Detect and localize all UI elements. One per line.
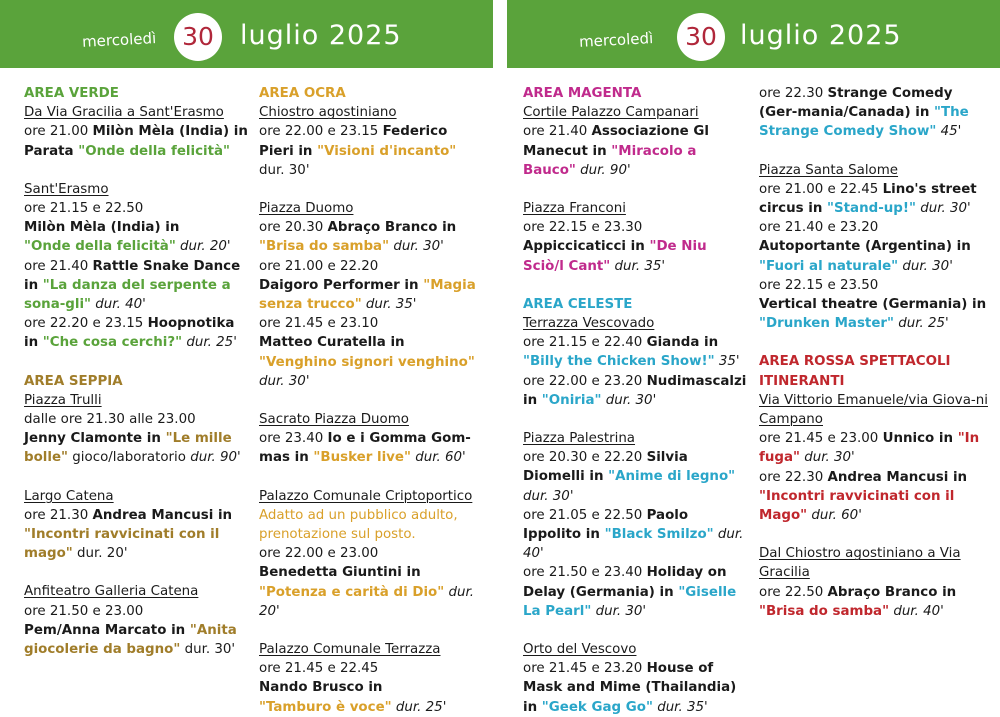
performer: Hoopnotika in <box>24 316 235 351</box>
duration: dur. 30' <box>259 162 310 178</box>
duration: dur. 40' <box>91 297 146 313</box>
day-number-badge: 30 <box>677 13 725 61</box>
performer: Andrea Mancusi in <box>827 469 968 485</box>
event-time: ore 22.30 <box>759 469 828 485</box>
program-column-1 <box>24 84 249 659</box>
duration: dur. 60' <box>410 450 466 466</box>
event-entry <box>24 314 249 352</box>
event-entry <box>759 84 993 142</box>
performer: Milòn Mèla (India) in Parata <box>24 124 248 159</box>
venue-title: Anfiteatro Galleria Catena <box>24 584 199 600</box>
event-time: ore 21.00 e 22.20 <box>259 258 379 274</box>
event-entry <box>759 237 993 275</box>
event-entry <box>24 122 249 160</box>
area-rossa-heading: AREA ROSSA SPETTACOLI ITINERANTI <box>759 354 951 389</box>
event-time: ore 22.50 <box>759 584 828 600</box>
performer: Gianda in <box>646 335 719 351</box>
event-entry <box>523 506 749 564</box>
event-entry <box>24 506 249 564</box>
event-entry <box>259 563 484 621</box>
event-entry <box>759 429 993 467</box>
area-magenta-heading: AREA MAGENTA <box>523 86 642 101</box>
venue-title: Da Via Gracilia a Sant'Erasmo <box>24 105 224 121</box>
venue-title: Sacrato Piazza Duomo <box>259 412 409 428</box>
venue-title: Palazzo Comunale Criptoportico <box>259 488 473 504</box>
show-title: "Venghino signori venghino" <box>259 354 475 370</box>
venue-title: Cortile Palazzo Campanari <box>523 105 699 121</box>
show-title: "Black Smilzo" <box>604 527 714 543</box>
performer: Benedetta Giuntini in <box>259 565 421 581</box>
duration: dur. 20' <box>175 239 231 255</box>
venue-title: Sant'Erasmo <box>24 181 109 197</box>
duration: dur. 35' <box>652 699 708 715</box>
duration: dur. 35' <box>361 297 417 313</box>
event-time: ore 23.40 <box>259 431 328 447</box>
venue-title: Piazza Santa Salome <box>759 162 899 178</box>
duration: dur. 30' <box>389 239 444 255</box>
event-time: ore 21.45 e 23.10 <box>259 316 379 332</box>
performer: Vertical theatre (Germania) in <box>759 297 987 313</box>
event-entry <box>259 698 484 717</box>
duration: dur. 25' <box>391 699 447 715</box>
performer: Appiccicaticci in <box>523 239 650 255</box>
show-title: "Onde della felicità" <box>78 143 231 159</box>
venue-title: Terrazza Vescovado <box>523 316 655 332</box>
area-celeste-heading: AREA CELESTE <box>523 296 633 312</box>
show-title: "Geek Gag Go" <box>541 699 653 715</box>
show-title: "Le mille bolle" <box>24 431 232 466</box>
performer: Holiday on Delay (Germania) in <box>523 565 727 600</box>
show-title: "Anita giocolerie da bagno" <box>24 622 237 658</box>
venue-title: Dal Chiostro agostiniano a Via Gracilia <box>759 546 961 581</box>
venue-title: Via Vittorio Emanuele/via Giova-ni Campano <box>759 392 988 428</box>
event-time: dalle ore 21.30 alle 23.00 <box>24 412 196 428</box>
event-entry <box>523 122 749 180</box>
duration: dur. 20' <box>72 546 128 562</box>
duration: 45' <box>936 124 962 140</box>
event-entry <box>759 583 993 621</box>
event-time: ore 21.00 <box>24 124 93 140</box>
event-entry <box>759 295 993 333</box>
program-column-3 <box>523 84 749 717</box>
duration: 35' <box>714 354 740 370</box>
event-time: ore 22.00 e 23.20 <box>523 373 647 389</box>
duration: dur. 30' <box>601 392 657 408</box>
event-time: ore 20.30 e 22.20 <box>523 450 647 466</box>
performer: Autoportante (Argentina) in <box>759 239 971 255</box>
event-entry <box>259 122 484 180</box>
event-entry <box>259 276 484 314</box>
event-time: ore 22.30 <box>759 86 828 101</box>
duration: dur. 35' <box>610 258 666 274</box>
duration: dur. 30' <box>523 488 574 504</box>
performer: Associazione Gl Manecut in <box>523 124 710 159</box>
event-entry <box>523 448 749 506</box>
event-time: ore 21.30 <box>24 507 93 523</box>
date-banner-right <box>507 0 1000 68</box>
event-note: gioco/laboratorio <box>68 450 186 466</box>
event-time: ore 21.45 e 23.20 <box>523 661 647 677</box>
performer: Federico Pieri in <box>259 124 448 159</box>
event-entry <box>523 563 749 621</box>
event-entry <box>523 218 749 276</box>
event-time: ore 22.15 e 23.50 <box>759 277 879 293</box>
venue-title: Piazza Trulli <box>24 392 102 408</box>
event-entry <box>523 372 749 410</box>
duration: dur. 60' <box>807 508 862 524</box>
program-column-2 <box>259 84 484 717</box>
date-banner-left <box>0 0 493 68</box>
day-number-badge: 30 <box>174 13 222 61</box>
show-title: "Incontri ravvicinati con il mago" <box>24 527 220 562</box>
show-title: "In fuga" <box>759 431 980 466</box>
duration: dur. 30' <box>915 201 971 217</box>
event-entry <box>24 429 249 467</box>
venue-title: Largo Catena <box>24 488 114 504</box>
event-time: ore 21.50 e 23.00 <box>24 603 144 619</box>
performer: Pem/Anna Marcato in <box>24 622 190 638</box>
month-year-label: luglio 2025 <box>240 20 402 51</box>
show-title: "Incontri ravvicinati con il Mago" <box>759 488 955 524</box>
event-time: ore 20.30 <box>259 220 328 236</box>
weekday-label: mercoledì <box>578 29 654 51</box>
event-time: ore 21.40 <box>523 124 592 140</box>
venue-title: Piazza Duomo <box>259 201 354 217</box>
venue-title: Palazzo Comunale Terrazza <box>259 642 441 658</box>
event-time: ore 21.40 e 23.20 <box>759 220 879 236</box>
show-title: "Brisa do samba" <box>759 603 890 619</box>
event-entry <box>259 429 484 467</box>
event-time: ore 21.15 e 22.40 <box>523 335 647 351</box>
event-entry <box>523 659 749 717</box>
performer: House of Mask and Mime (Thailandia) in <box>523 661 737 715</box>
show-title: "Magia senza trucco" <box>259 277 476 313</box>
event-time: ore 21.05 e 22.50 <box>523 507 647 523</box>
show-title: "Potenza e carità di Dio" <box>259 584 445 600</box>
performer: Io e i Gomma Gom-mas in <box>259 431 471 466</box>
venue-title: Piazza Palestrina <box>523 431 636 447</box>
performer: Strange Comedy (Ger-mania/Canada) in <box>759 86 953 121</box>
event-entry <box>24 237 249 256</box>
duration: dur. 90' <box>575 162 631 178</box>
performer: Paolo Ippolito in <box>523 507 689 543</box>
show-title: "Che cosa cerchi?" <box>42 335 183 351</box>
venue-title: Orto del Vescovo <box>523 642 637 658</box>
duration: dur. 30' <box>799 450 855 466</box>
show-title: "Onde della felicità" <box>24 239 176 255</box>
duration: dur. 30' <box>180 642 236 658</box>
show-title: "Anime di legno" <box>608 469 736 485</box>
duration: dur. 90' <box>185 450 241 466</box>
duration: dur. 30' <box>898 258 953 274</box>
duration: dur. 30' <box>259 373 310 389</box>
area-seppia-heading: AREA SEPPIA <box>24 373 123 389</box>
month-year-label: luglio 2025 <box>740 20 902 51</box>
event-entry <box>523 333 749 371</box>
venue-title: Piazza Franconi <box>523 201 626 217</box>
show-title: "Oniria" <box>541 392 602 408</box>
show-title: "De Niu Sciò/l Cant" <box>523 239 707 274</box>
event-time: ore 21.45 e 23.00 <box>759 431 883 447</box>
show-title: "Stand-up!" <box>827 201 916 217</box>
event-time: ore 22.20 e 23.15 <box>24 316 148 332</box>
performer: Matteo Curatella in <box>259 335 405 351</box>
venue-title: Chiostro agostiniano <box>259 105 397 121</box>
event-time: ore 22.15 e 23.30 <box>523 220 643 236</box>
duration: dur. 30' <box>591 603 647 619</box>
area-verde-heading: AREA VERDE <box>24 86 119 101</box>
performer: Nando Brusco in <box>259 680 383 696</box>
performer: Milòn Mèla (India) in <box>24 220 180 236</box>
event-time: ore 21.40 <box>24 258 93 274</box>
show-title: "The Strange Comedy Show" <box>759 105 969 140</box>
event-time: ore 22.00 e 23.15 <box>259 124 383 140</box>
show-title: "Fuori al naturale" <box>759 258 899 274</box>
show-title: "Brisa do samba" <box>259 239 390 255</box>
event-entry <box>24 257 249 315</box>
duration: dur. 25' <box>182 335 237 351</box>
duration: dur. 20' <box>259 584 475 619</box>
performer: Nudimascalzi in <box>523 373 747 408</box>
area-ocra-heading: AREA OCRA <box>259 86 346 101</box>
performer: Jenny Clamonte in <box>24 431 166 447</box>
event-entry <box>24 621 249 659</box>
event-time: ore 21.15 e 22.50 <box>24 201 144 217</box>
event-entry <box>259 218 484 256</box>
program-column-4 <box>759 84 993 621</box>
event-note: Adatto ad un pubblico adulto, prenotazione sul posto. <box>259 507 458 543</box>
event-time: ore 22.00 e 23.00 <box>259 546 379 562</box>
event-entry <box>759 468 993 526</box>
show-title: "Billy the Chicken Show!" <box>523 354 715 370</box>
duration: dur. 40' <box>889 603 944 619</box>
duration: dur. 25' <box>893 316 949 332</box>
show-title: "Busker live" <box>313 450 411 466</box>
duration: dur. 40' <box>523 527 744 562</box>
performer: Rattle Snake Dance in <box>24 258 241 293</box>
event-time: ore 21.45 e 22.45 <box>259 661 379 677</box>
performer: Andrea Mancusi in <box>92 507 233 523</box>
performer: Daigoro Performer in <box>259 277 424 293</box>
performer: Unnico in <box>882 431 958 447</box>
performer: Abraço Branco in <box>827 584 957 600</box>
performer: Abraço Branco in <box>327 220 457 236</box>
performer: Lino's street circus in <box>759 181 977 217</box>
event-entry <box>759 180 993 218</box>
show-title: "Giselle La Pearl" <box>523 584 737 619</box>
weekday-label: mercoledì <box>81 29 157 51</box>
show-title: "Drunken Master" <box>759 316 894 332</box>
event-time: ore 21.50 e 23.40 <box>523 565 647 581</box>
show-title: "Miracolo a Bauco" <box>523 143 697 178</box>
show-title: "La danza del serpente a sona-gli" <box>24 277 231 313</box>
event-time: ore 21.00 e 22.45 <box>759 181 883 197</box>
performer: Silvia Diomelli in <box>523 450 688 485</box>
show-title: "Visioni d'incanto" <box>317 143 457 159</box>
show-title: "Tamburo è voce" <box>259 699 392 715</box>
event-entry <box>259 333 484 391</box>
